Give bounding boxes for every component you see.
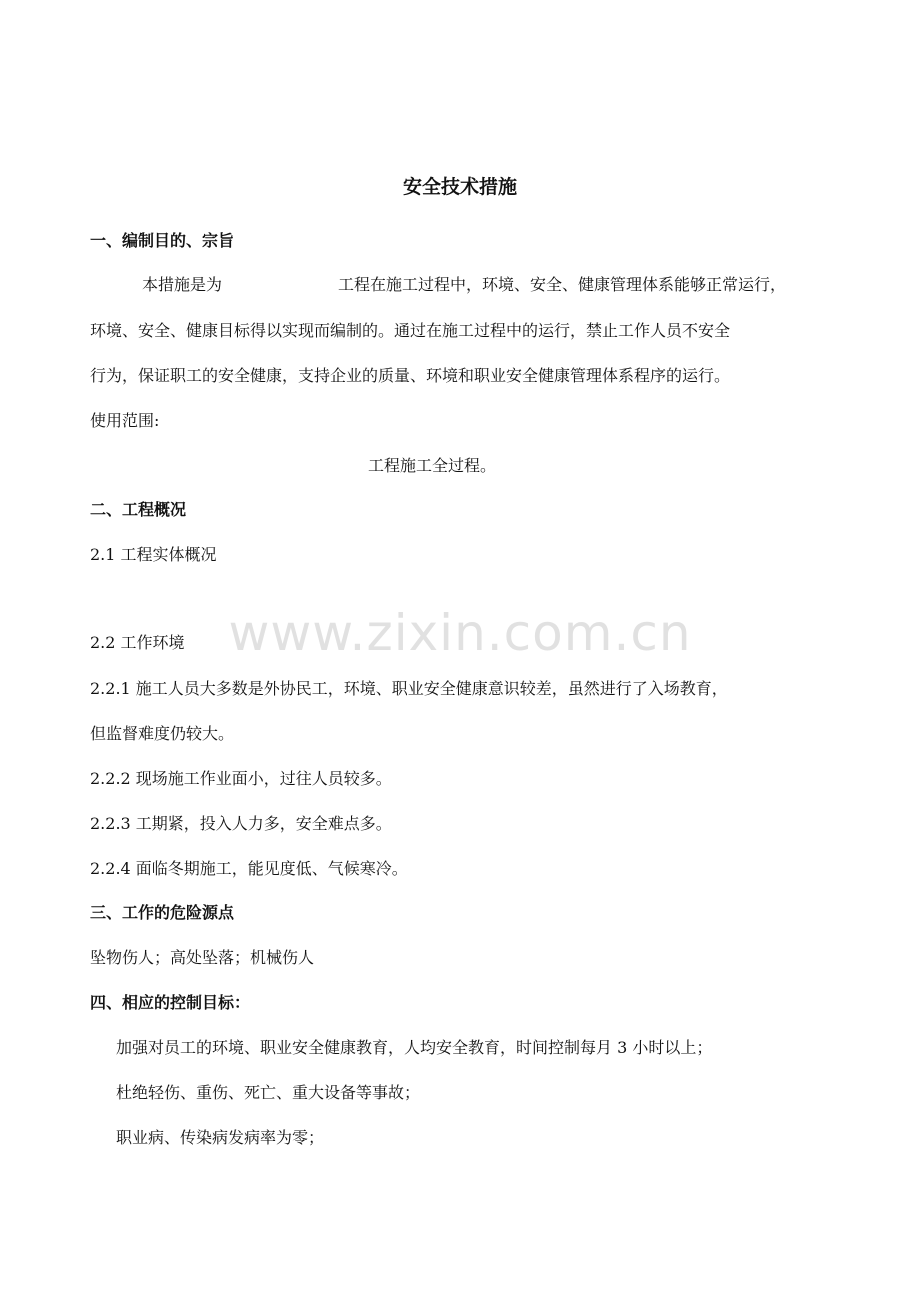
purpose-paragraph-line3: 行为，保证职工的安全健康，支持企业的质量、环境和职业安全健康管理体系程序的运行。 [90, 366, 731, 385]
purpose-paragraph-line2: 环境、安全、健康目标得以实现而编制的。通过在施工过程中的运行，禁止工作人员不安全 [90, 321, 731, 340]
subsection-work-environment: 2.2 工作环境 [90, 633, 185, 652]
subsection-entity-overview: 2.1 工程实体概况 [90, 545, 217, 564]
purpose-paragraph-start: 本措施是为 [142, 275, 223, 294]
scope-label: 使用范围: [90, 411, 160, 430]
environment-item-1-line1: 2.2.1 施工人员大多数是外协民工，环境、职业安全健康意识较差，虽然进行了入场教育， [90, 679, 728, 698]
purpose-paragraph-line1: 工程在施工过程中，环境、安全、健康管理体系能够正常运行， [338, 275, 787, 294]
environment-item-4: 2.2.4 面临冬期施工，能见度低、气候寒冷。 [90, 859, 408, 878]
target-item-3: 职业病、传染病发病率为零； [116, 1128, 325, 1147]
hazards-text: 坠物伤人；高处坠落；机械伤人 [90, 948, 315, 967]
environment-item-2: 2.2.2 现场施工作业面小，过往人员较多。 [90, 769, 392, 788]
document-title: 安全技术措施 [402, 176, 517, 198]
watermark: www.zixin.com.cn [228, 604, 692, 662]
target-item-2: 杜绝轻伤、重伤、死亡、重大设备等事故； [116, 1083, 421, 1102]
section-heading-purpose: 一、编制目的、宗旨 [90, 231, 235, 250]
scope-text: 工程施工全过程。 [368, 456, 497, 475]
section-heading-targets: 四、相应的控制目标： [90, 993, 251, 1012]
environment-item-3: 2.2.3 工期紧，投入人力多，安全难点多。 [90, 814, 392, 833]
environment-item-1-line2: 但监督难度仍较大。 [90, 724, 235, 743]
section-heading-overview: 二、工程概况 [90, 500, 187, 519]
target-item-1: 加强对员工的环境、职业安全健康教育，人均安全教育，时间控制每月 3 小时以上； [116, 1038, 713, 1057]
section-heading-hazards: 三、工作的危险源点 [90, 903, 235, 922]
